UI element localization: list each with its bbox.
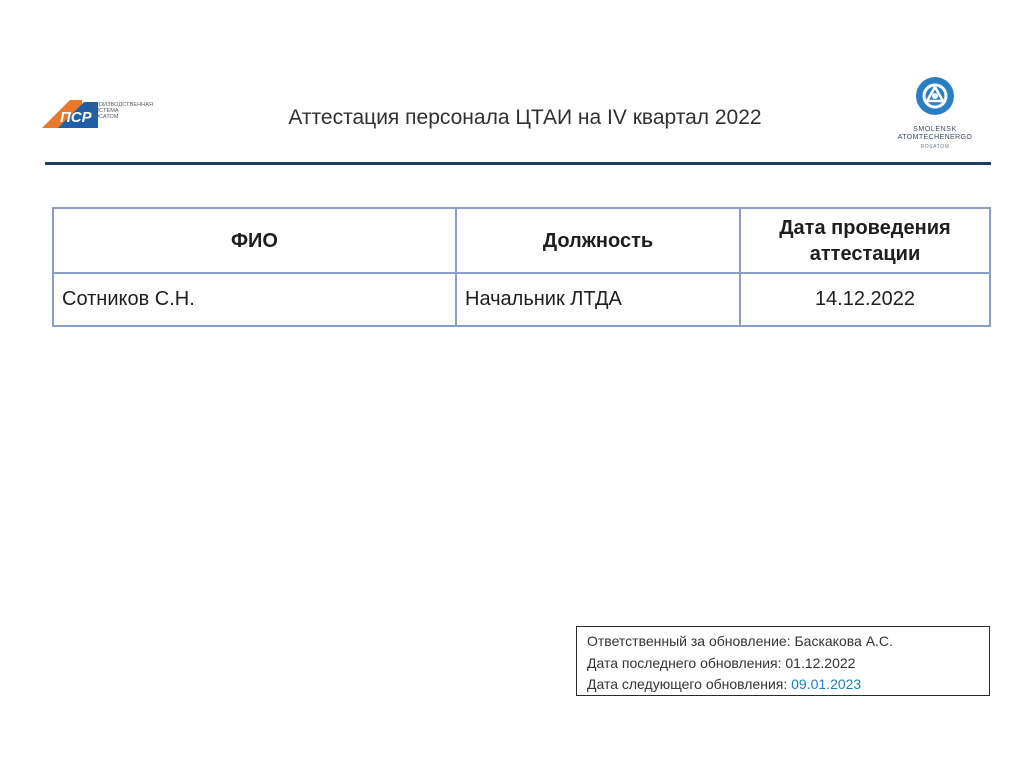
next-update-line [587, 674, 979, 696]
header-attestation-date: Дата проведения аттестации [740, 208, 990, 273]
psr-logo-caption-1: ПРОИЗВОДСТВЕННАЯ [91, 102, 154, 108]
cell-fio: Сотников С.Н. [53, 273, 456, 326]
smolensk-atomtechenergo-logo [888, 74, 982, 154]
logo-text-smolensk: SMOLENSK [913, 126, 957, 133]
header-divider [45, 162, 991, 165]
last-update-line [587, 653, 979, 675]
table-row [53, 273, 990, 326]
rosatom-emblem-icon [888, 74, 982, 124]
next-update-value: 09.01.2023 [791, 676, 862, 692]
logo-text-rosatom: ROSATOM [920, 144, 950, 150]
responsible-value: Баскакова А.С. [794, 633, 893, 649]
psr-logo-mark-text: ПСР [60, 109, 92, 126]
cell-position: Начальник ЛТДА [456, 273, 740, 326]
table-header-row [53, 208, 990, 273]
update-info-box [576, 626, 990, 696]
next-update-label: Дата следующего обновления: [587, 676, 792, 692]
slide-title: Аттестация персонала ЦТАИ на IV квартал 2022 [288, 106, 762, 129]
responsible-label: Ответственный за обновление: [587, 633, 795, 649]
psr-logo [40, 92, 180, 132]
logo-text-atomtechenergo: ATOMTECHENERGO [897, 134, 973, 141]
cell-attestation-date: 14.12.2022 [740, 273, 990, 326]
attestation-table [52, 207, 991, 327]
header-position: Должность [456, 208, 740, 273]
psr-logo-caption-3: РОСАТОМ [91, 114, 119, 120]
last-update-label: Дата последнего обновления: [587, 654, 786, 671]
responsible-line [587, 631, 979, 653]
last-update-value: 01.12.2022 [785, 654, 856, 671]
psr-logo-caption-2: СИСТЕМА [91, 108, 119, 114]
header-fio: ФИО [53, 208, 456, 273]
